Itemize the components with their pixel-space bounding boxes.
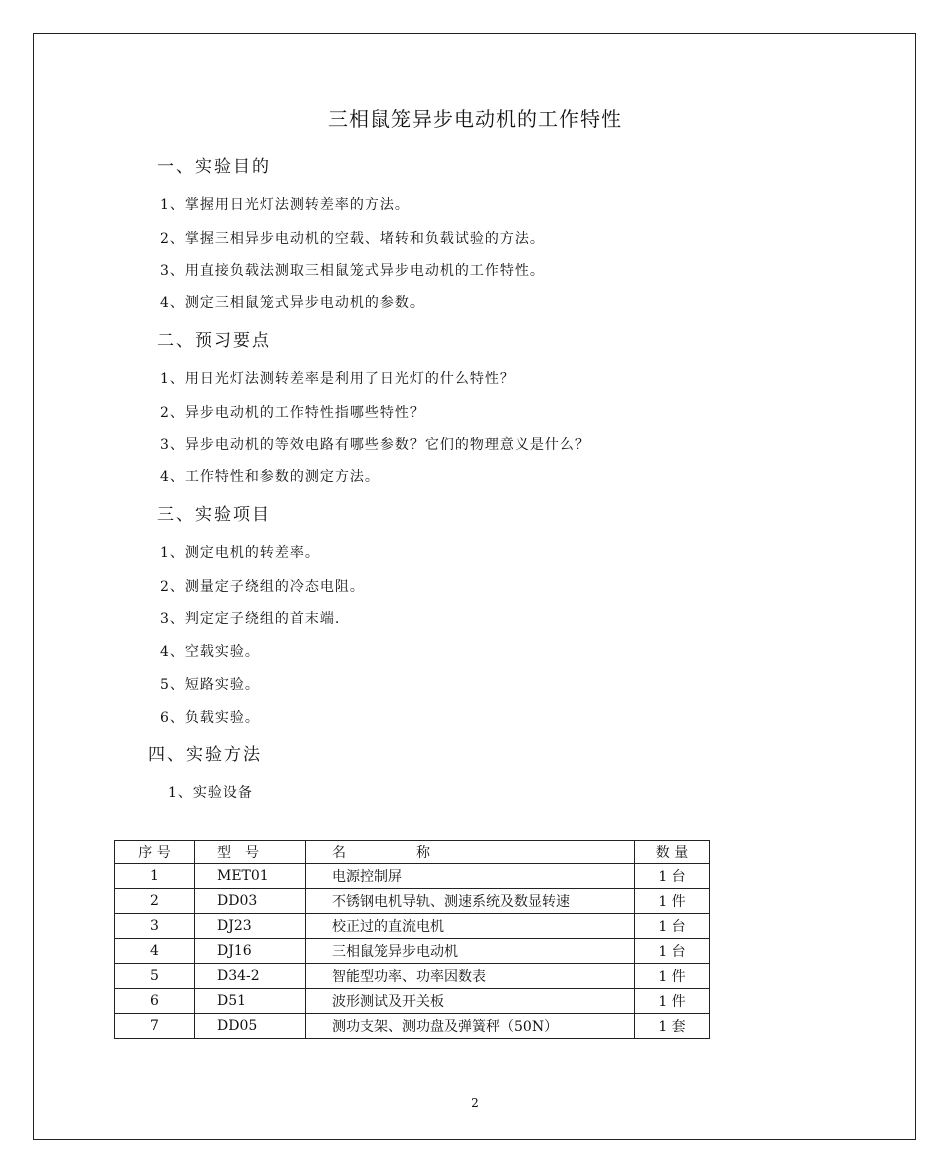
table-row [115,1014,710,1039]
cell-quantity: 1 件 [635,964,710,989]
cell-quantity: 1 台 [635,864,710,889]
equipment-table [114,840,710,1039]
cell-model: DJ23 [195,914,306,939]
cell-quantity: 1 台 [635,939,710,964]
cell-name: 测功支架、测功盘及弹簧秤（50N） [306,1014,635,1039]
cell-index: 3 [115,914,195,939]
project-item: 5、短路实验。 [160,677,260,693]
cell-quantity: 1 套 [635,1014,710,1039]
table-row [115,914,710,939]
table-row [115,964,710,989]
page-number: 2 [471,1096,479,1110]
cell-index: 6 [115,989,195,1014]
page-border-right [915,34,916,1140]
cell-index: 5 [115,964,195,989]
preview-item: 1、用日光灯法测转差率是利用了日光灯的什么特性？ [160,371,515,387]
project-item: 1、测定电机的转差率。 [160,545,320,561]
preview-item: 4、工作特性和参数的测定方法。 [160,469,380,485]
cell-model: MET01 [195,864,306,889]
cell-name: 波形测试及开关板 [306,989,635,1014]
cell-quantity: 1 件 [635,889,710,914]
cell-model: DJ16 [195,939,306,964]
section-heading-preview: 二、预习要点 [157,331,271,351]
column-header-name: 名 称 [306,841,635,864]
cell-name: 三相鼠笼异步电动机 [306,939,635,964]
cell-index: 2 [115,889,195,914]
preview-item: 3、异步电动机的等效电路有哪些参数？它们的物理意义是什么？ [160,437,590,453]
project-item: 4、空载实验。 [160,644,260,660]
table-row [115,939,710,964]
cell-name: 校正过的直流电机 [306,914,635,939]
objective-item: 1、掌握用日光灯法测转差率的方法。 [160,197,410,213]
cell-model: D51 [195,989,306,1014]
project-item: 6、负载实验。 [160,710,260,726]
project-item: 2、测量定子绕组的冷态电阻。 [160,579,365,595]
table-header-row [115,841,710,864]
column-header-quantity: 数 量 [635,841,710,864]
cell-index: 1 [115,864,195,889]
cell-model: DD05 [195,1014,306,1039]
table-row [115,989,710,1014]
column-header-index: 序 号 [115,841,195,864]
cell-model: D34-2 [195,964,306,989]
table-row [115,864,710,889]
cell-name: 智能型功率、功率因数表 [306,964,635,989]
section-heading-objectives: 一、实验目的 [157,157,271,177]
method-item: 1、实验设备 [168,785,253,801]
objective-item: 2、掌握三相异步电动机的空载、堵转和负载试验的方法。 [160,231,545,247]
preview-item: 2、异步电动机的工作特性指哪些特性？ [160,405,425,421]
cell-model: DD03 [195,889,306,914]
cell-quantity: 1 台 [635,914,710,939]
cell-name: 不锈钢电机导轨、测速系统及数显转速 [306,889,635,914]
cell-index: 7 [115,1014,195,1039]
objective-item: 3、用直接负载法测取三相鼠笼式异步电动机的工作特性。 [160,263,545,279]
cell-name: 电源控制屏 [306,864,635,889]
section-heading-projects: 三、实验项目 [157,505,271,525]
cell-quantity: 1 件 [635,989,710,1014]
cell-index: 4 [115,939,195,964]
document-title: 三相鼠笼异步电动机的工作特性 [328,107,622,131]
project-item: 3、判定定子绕组的首末端. [160,611,341,627]
section-heading-method: 四、实验方法 [148,745,262,765]
table-row [115,889,710,914]
objective-item: 4、测定三相鼠笼式异步电动机的参数。 [160,295,425,311]
column-header-model: 型 号 [195,841,306,864]
